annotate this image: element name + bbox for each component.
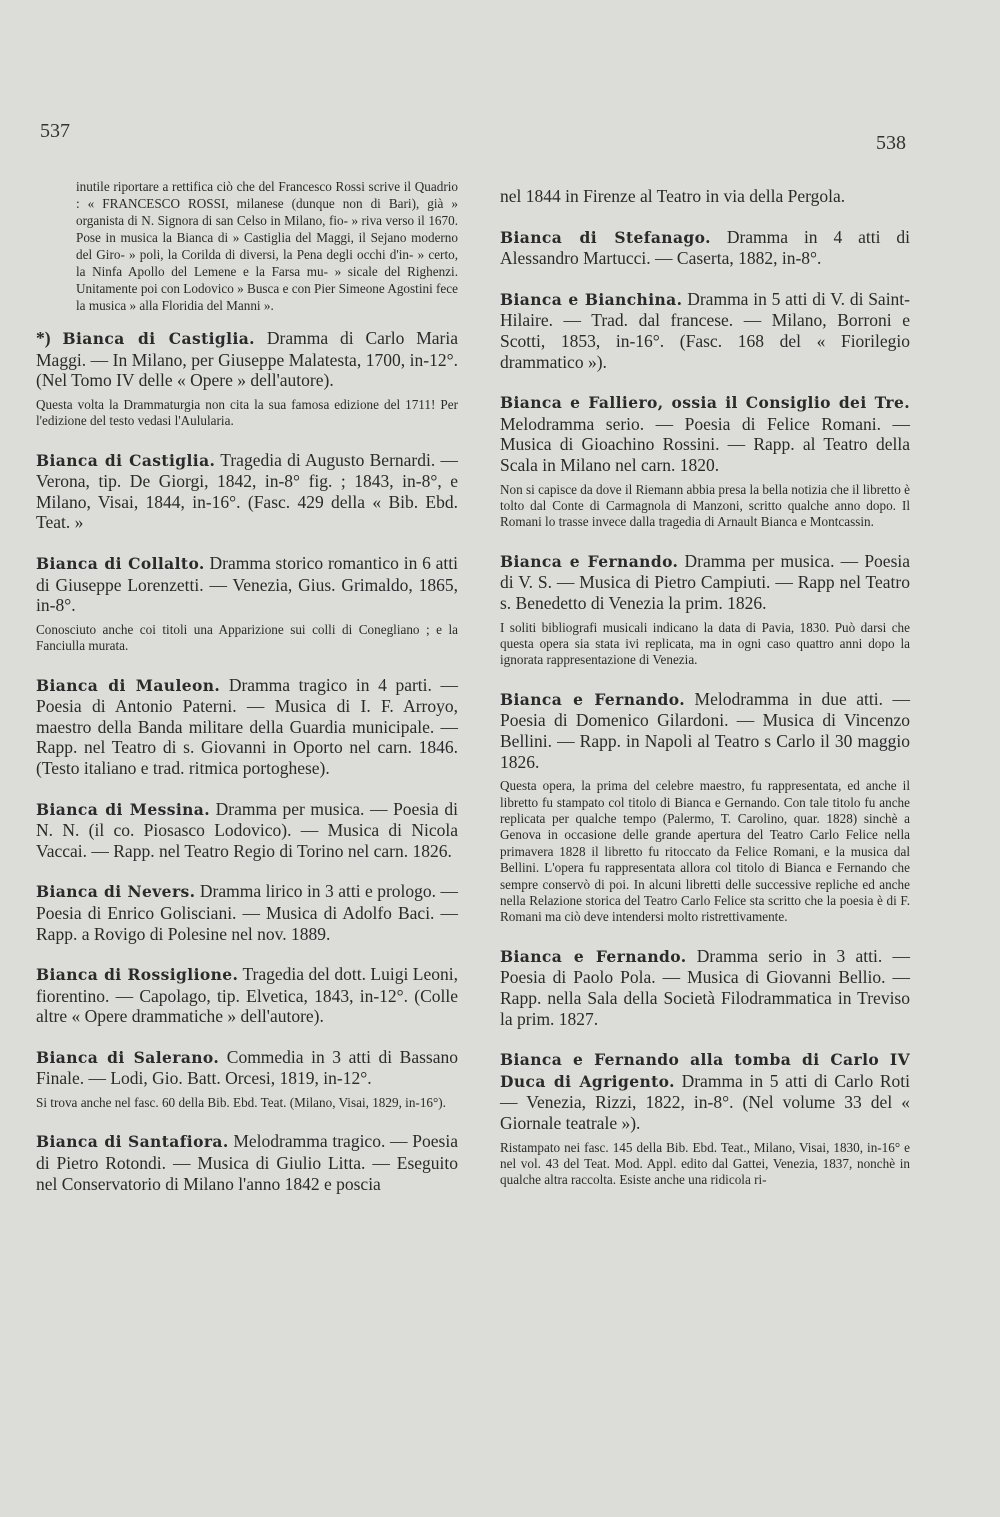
entry-note: Conosciuto anche coi titoli una Apparizione sui colli di Conegliano ; e la Fanciulla murata. xyxy=(36,621,458,654)
entry-headword: Bianca di Castiglia. xyxy=(62,329,255,348)
left-column xyxy=(36,178,458,1200)
entry xyxy=(36,328,458,391)
entry-headword: Bianca di Rossiglione. xyxy=(36,965,239,985)
entry xyxy=(36,450,458,533)
entry-body: Dramma in 5 atti di V. di Saint-Hilaire. — Trad. dal francese. — Milano, Borroni e Scotti, 1853, in-16°. (Fasc. 168 del « Fiorilegio drammatico »). xyxy=(500,288,910,372)
entry-note: Non si capisce da dove il Riemann abbia presa la bella notizia che il libretto è tolto dal Conte di Carmagnola di Manzoni, scritto qualche anno dopo. Il Romani lo trasse invece dalla tragedia di Arnault Bianca e Montcassin. xyxy=(500,481,910,530)
entry-headword: Bianca e Fernando alla tomba di Carlo IV Duca di Agrigento. xyxy=(500,1050,910,1091)
entry-body: Tragedia di Augusto Bernardi. — Verona, tip. De Giorgi, 1842, in-8° fig. ; 1843, in-8°, e Milano, Visai, 1844, in-16°. (Fasc. 429 della « Bib. Ebd. Teat. » xyxy=(36,449,459,533)
entry-body: Dramma per musica. — Poesia di N. N. (il co. Piosasco Lodovico). — Musica di Nicola Vaccai. — Rapp. nel Teatro Regio di Torino nel carn. 1826. xyxy=(36,798,458,861)
entry-body: Dramma serio in 3 atti. — Poesia di Paolo Pola. — Musica di Giovanni Bellio. — Rapp. nella Sala della Società Filodrammatica in Treviso la prim. 1827. xyxy=(500,945,911,1029)
entry-note: Si trova anche nel fasc. 60 della Bib. Ebd. Teat. (Milano, Visai, 1829, in-16°). xyxy=(36,1095,446,1111)
entry-body: nel 1844 in Firenze al Teatro in via della Pergola. xyxy=(500,186,846,206)
entry-body: Dramma in 4 atti di Alessandro Martucci. — Caserta, 1882, in-8°. xyxy=(500,226,910,269)
entry xyxy=(36,1047,458,1089)
entry-note: I soliti bibliografi musicali indicano la data di Pavia, 1830. Può darsi che questa opera sia stata ivi replicata, ma in ogni caso quattro anni dopo la ignorata rappresentazione di Venezia. xyxy=(500,619,910,668)
entry xyxy=(500,289,910,372)
entry-body: Dramma tragico in 4 parti. — Poesia di Antonio Paterni. — Musica di I. F. Arroyo, maestro della Banda militare della Guardia municipale. — Rapp. nel Teatro di s. Giovanni in Oporto nel carn. 1846. (Testo italiano e trad. ritmica portoghese). xyxy=(36,674,459,778)
entry-mark: *) xyxy=(36,328,51,348)
entry-body: Commedia in 3 atti di Bassano Finale. — Lodi, Gio. Batt. Orcesi, 1819, in-12°. xyxy=(36,1046,458,1089)
entry-headword: Bianca e Fernando. xyxy=(500,551,679,571)
entry-headword: Bianca di Salerano. xyxy=(36,1047,220,1067)
entry-headword: Bianca di Collalto. xyxy=(36,553,205,573)
entry xyxy=(36,1131,458,1194)
continuation-text xyxy=(500,186,910,207)
entry-body: Dramma in 5 atti di Carlo Roti — Venezia, Rizzi, 1822, in-8°. (Nel volume 33 del « Giornale teatrale »). xyxy=(500,1070,911,1133)
entry-note: Questa opera, la prima del celebre maestro, fu rappresentata, ed anche il libretto fu stampato col titolo di Bianca e Gernando. Con tale titolo fu anche replicata per qualche tempo (Palermo, T. Carolino, quar. 1828) sinchè a Genova in occasione delle grande apertura del Teatro Carlo Felice nella primavera 1828 il libretto fu ritoccato da Felice Romani, e la musica dal Bellini. L'opera fu rappresentata allora col titolo di Bianca e Fernando che sempre conservò di poi. In alcuni libretti delle successive repliche ed anche nella Relazione storica del Teatro Carlo Felice sta scritto che la poesia è di F. Romani ma ciò deve intendersi molto ristrettivamente. xyxy=(500,778,910,925)
entry-body: Dramma per musica. — Poesia di V. S. — Musica di Pietro Campiuti. — Rapp nel Teatro s. Benedetto di Venezia la prim. 1826. xyxy=(500,550,911,613)
entry-body: Melodramma tragico. — Poesia di Pietro Rotondi. — Musica di Giulio Litta. — Eseguito nel Conservatorio di Milano l'anno 1842 e poscia xyxy=(36,1131,458,1194)
entry xyxy=(500,392,910,475)
entry xyxy=(36,964,458,1027)
entry-note: Questa volta la Drammaturgia non cita la sua famosa edizione del 1711! Per l'edizione del testo vedasi l'Aulularia. xyxy=(36,396,458,429)
entry-body: Tragedia del dott. Luigi Leoni, fiorentino. — Capolago, tip. Elvetica, 1843, in-12°. (Colle altre « Opere drammatiche » dell'autore). xyxy=(36,964,458,1027)
entry-headword: Bianca di Mauleon. xyxy=(36,675,221,695)
entry xyxy=(36,799,458,862)
page-number-left: 537 xyxy=(40,120,70,142)
entry-headword: Bianca di Nevers. xyxy=(36,882,196,902)
entry-headword: Bianca e Falliero, ossia il Consiglio dei Tre. xyxy=(500,393,910,413)
entry xyxy=(500,946,910,1029)
entry-body: Dramma storico romantico in 6 atti di Giuseppe Lorenzetti. — Venezia, Gius. Grimaldo, 1865, in-8°. xyxy=(36,552,458,616)
entry-headword: Bianca di Santafiora. xyxy=(36,1132,229,1152)
continuation-text: inutile riportare a rettifica ciò che del Francesco Rossi scrive il Quadrio : « FRANCESCO ROSSI, milanese (dunque non di Bari), già » organista di N. Signora di san Celso in Milano, fio- » riva verso il 1670. Pose in musica la Bianca di » Castiglia del Maggi, il Sejano moderno del Giro- » poli, la Corilda di diversi, la Pena degli occhi d'in- » certo, la Ninfa Apollo del Lemene e la Farsa mu- » sicale del Righenzi. Unitamente poi con Lodovico » Busca e con Pier Simeone Agostini fece la musica » alla Floridia del Manni ». xyxy=(76,179,458,313)
entry-headword: Bianca e Fernando. xyxy=(500,946,687,966)
entry xyxy=(36,553,458,616)
entry xyxy=(36,881,458,944)
entry-body: Dramma lirico in 3 atti e prologo. — Poesia di Enrico Golisciani. — Musica di Adolfo Baci. — Rapp. a Rovigo di Polesine nel nov. 1889. xyxy=(36,881,458,944)
right-column xyxy=(500,186,910,1209)
entry-headword: Bianca e Fernando. xyxy=(500,689,685,709)
entry-body: Dramma di Carlo Maria Maggi. — In Milano, per Giuseppe Malatesta, 1700, in-12°. (Nel Tomo IV delle « Opere » dell'autore). xyxy=(36,328,459,391)
entry-body: Melodramma serio. — Poesia di Felice Romani. — Musica di Gioachino Rossini. — Rapp. al Teatro della Scala in Milano nel carn. 1820. xyxy=(500,413,910,475)
entry-note: Ristampato nei fasc. 145 della Bib. Ebd. Teat., Milano, Visai, 1830, in-16° e nel vol. 43 del Teat. Mod. Appl. edito dal Gattei, Venezia, 1837, nonchè in qualche altra raccolta. Esiste anche una ridicola ri- xyxy=(500,1139,910,1188)
page-number-right: 538 xyxy=(876,132,906,154)
entry xyxy=(500,1049,910,1133)
entry xyxy=(500,551,910,614)
entry xyxy=(500,227,910,269)
entry-body: Melodramma in due atti. — Poesia di Domenico Gilardoni. — Musica di Vincenzo Bellini. — Rapp. in Napoli al Teatro s Carlo il 30 maggio 1826. xyxy=(500,688,911,772)
entry-headword: Bianca e Bianchina. xyxy=(500,289,683,309)
entry xyxy=(36,675,458,779)
entry-headword: Bianca di Stefanago. xyxy=(500,227,711,247)
entry xyxy=(500,689,910,772)
entry-headword: Bianca di Castiglia. xyxy=(36,450,216,470)
entry-headword: Bianca di Messina. xyxy=(36,799,211,819)
